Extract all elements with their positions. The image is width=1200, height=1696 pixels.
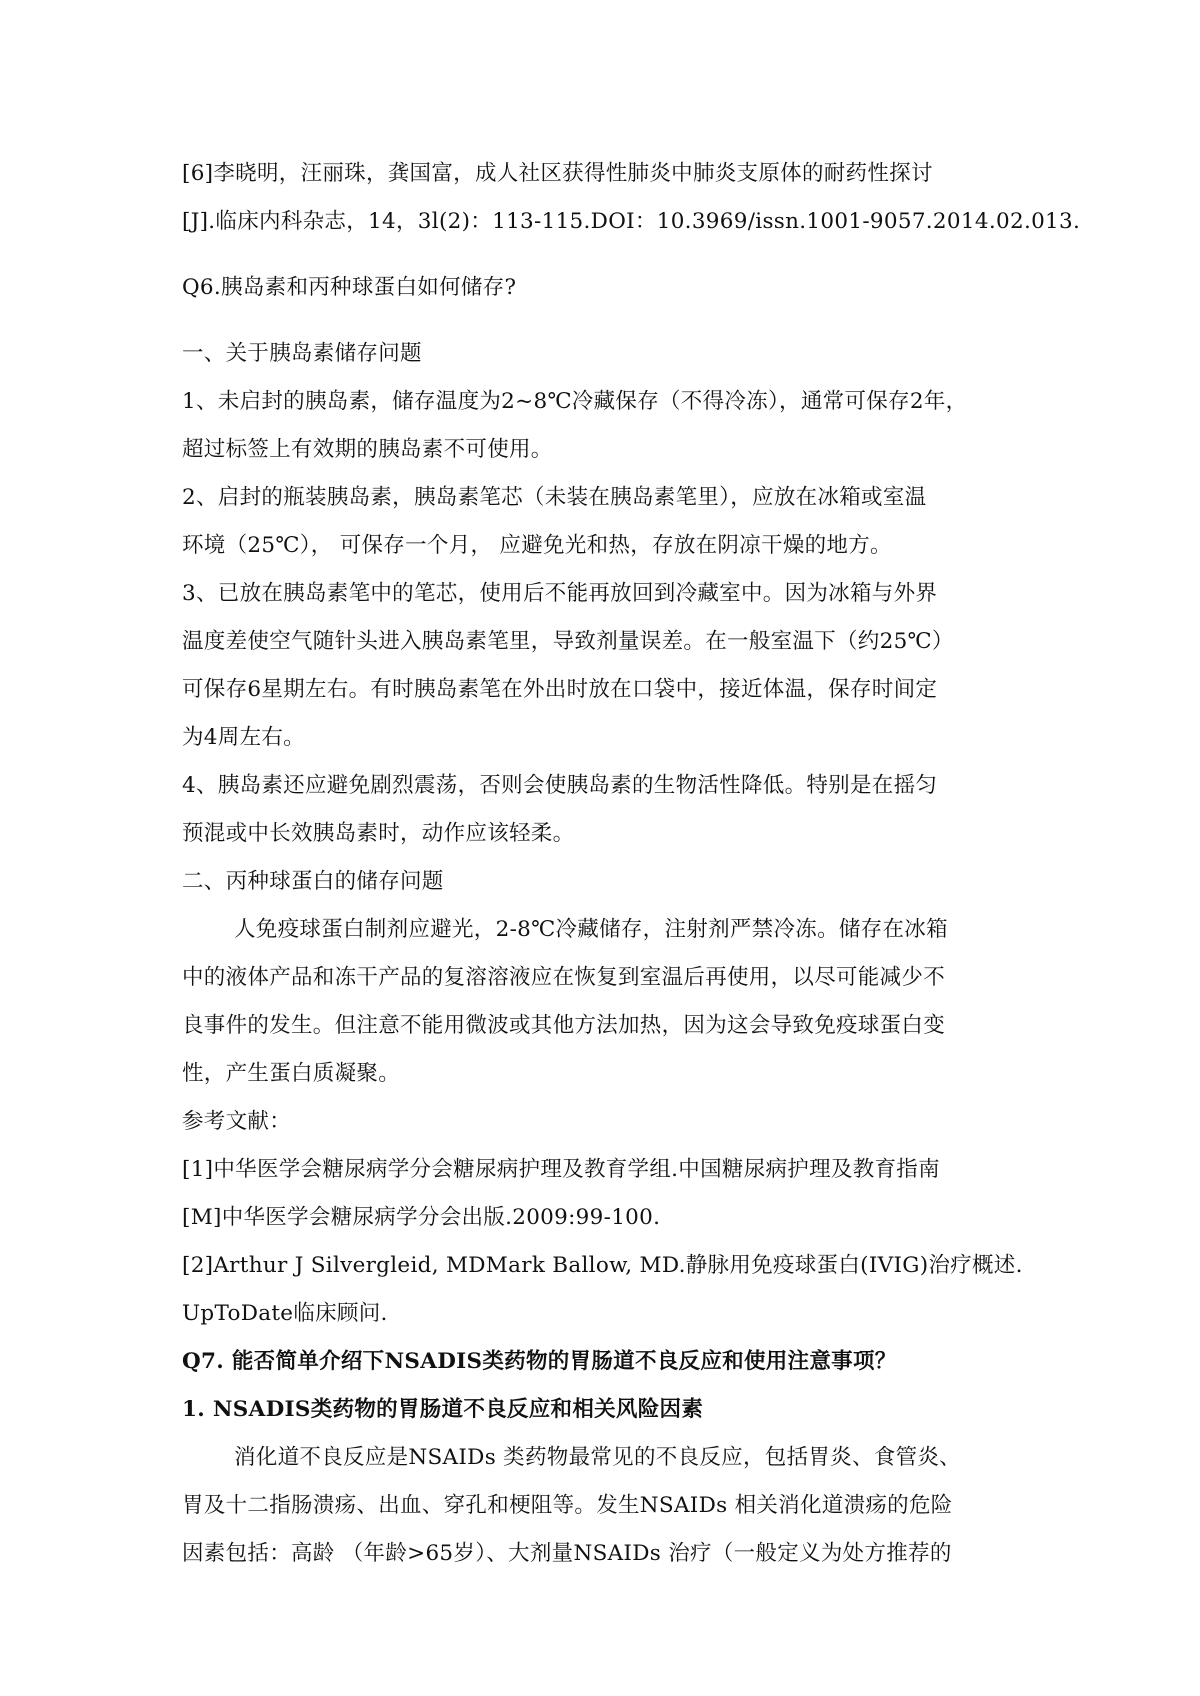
reference-6-line-1: [6]李晓明，汪丽珠，龚国富，成人社区获得性肺炎中肺炎支原体的耐药性探讨 [182, 161, 933, 186]
q6-reference-2-line-2: UpToDate临床顾问. [182, 1301, 388, 1326]
q6-references-heading: 参考文献： [182, 1109, 292, 1134]
q6-reference-1-line-1: [1]中华医学会糖尿病学分会糖尿病护理及教育学组.中国糖尿病护理及教育指南 [182, 1157, 940, 1182]
q6-para-line1: 人免疫球蛋白制剂应避光，2-8℃冷藏储存，注射剂严禁冷冻。储存在冰箱 [234, 917, 948, 942]
q6-item3-line4: 为4周左右。 [182, 725, 305, 750]
q6-item3-line1: 3、已放在胰岛素笔中的笔芯，使用后不能再放回到冷藏室中。因为冰箱与外界 [182, 581, 938, 606]
q6-item1-line2: 超过标签上有效期的胰岛素不可使用。 [182, 437, 553, 462]
q6-para-line3: 良事件的发生。但注意不能用微波或其他方法加热，因为这会导致免疫球蛋白变 [182, 1013, 946, 1038]
document-page [182, 150, 1081, 1578]
q7-para-line1: 消化道不良反应是NSAIDs 类药物最常见的不良反应，包括胃炎、食管炎、 [234, 1445, 961, 1470]
q6-title: Q6.胰岛素和丙种球蛋白如何储存? [182, 275, 517, 300]
q6-item2-line1: 2、启封的瓶装胰岛素，胰岛素笔芯（未装在胰岛素笔里），应放在冰箱或室温 [182, 485, 927, 510]
q7-title: Q7. 能否简单介绍下NSADIS类药物的胃肠道不良反应和使用注意事项？ [182, 1349, 897, 1374]
q6-item3-line3: 可保存6星期左右。有时胰岛素笔在外出时放在口袋中，接近体温，保存时间定 [182, 677, 938, 702]
q6-section1-heading: 一、关于胰岛素储存问题 [182, 341, 422, 366]
q7-para-line2: 胃及十二指肠溃疡、出血、穿孔和梗阻等。发生NSAIDs 相关消化道溃疡的危险 [182, 1493, 953, 1518]
q7-para-line3: 因素包括：高龄 （年龄>65岁）、大剂量NSAIDs 治疗（一般定义为处方推荐的 [182, 1541, 952, 1566]
q7-subheading-1: 1. NSADIS类药物的胃肠道不良反应和相关风险因素 [182, 1397, 704, 1422]
q6-item4-line1: 4、胰岛素还应避免剧烈震荡，否则会使胰岛素的生物活性降低。特别是在摇匀 [182, 773, 938, 798]
q6-para-line4: 性，产生蛋白质凝聚。 [182, 1061, 401, 1086]
q6-item1-line1: 1、未启封的胰岛素，储存温度为2~8℃冷藏保存（不得冷冻），通常可保存2年， [182, 389, 968, 414]
q6-reference-2-line-1: [2]Arthur J Silvergleid, MDMark Ballow, MD.静脉用免疫球蛋白(IVIG)治疗概述. [182, 1253, 1023, 1278]
q6-reference-1-line-2: [M]中华医学会糖尿病学分会出版.2009:99-100. [182, 1205, 661, 1230]
reference-6-line-2: [J].临床内科杂志，14，3l(2)：113-115.DOI：10.3969/issn.1001-9057.2014.02.013. [182, 209, 1081, 234]
q6-item3-line2: 温度差使空气随针头进入胰岛素笔里，导致剂量误差。在一般室温下（约25℃） [182, 629, 954, 654]
q6-item2-line2: 环境（25℃）， 可保存一个月， 应避免光和热，存放在阴凉干燥的地方。 [182, 533, 892, 558]
q6-item4-line2: 预混或中长效胰岛素时，动作应该轻柔。 [182, 821, 575, 846]
q6-section2-heading: 二、丙种球蛋白的储存问题 [182, 869, 444, 894]
q6-para-line2: 中的液体产品和冻干产品的复溶溶液应在恢复到室温后再使用，以尽可能减少不 [182, 965, 946, 990]
